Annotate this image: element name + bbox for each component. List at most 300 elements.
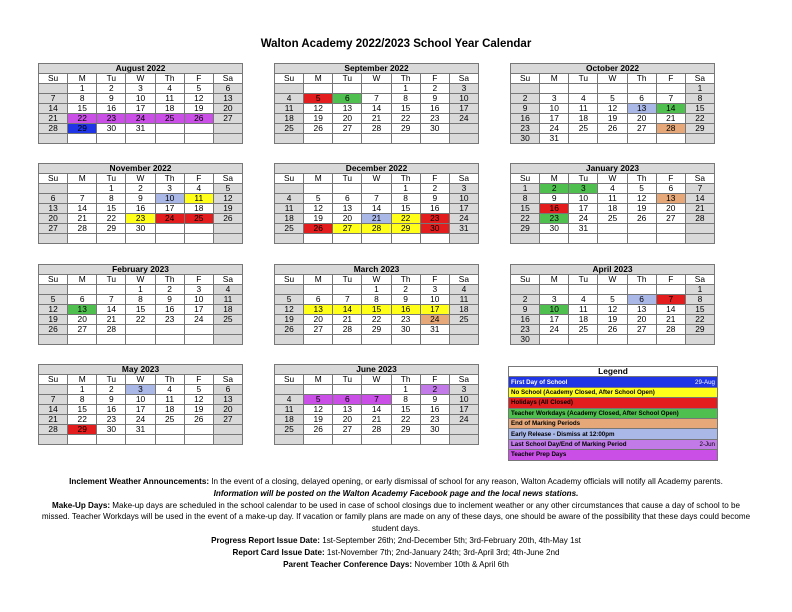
weekday-header: Th [627, 174, 656, 184]
day-cell: 13 [656, 194, 685, 204]
day-cell: 11 [275, 405, 304, 415]
day-cell: 6 [68, 295, 97, 305]
day-cell [627, 285, 656, 295]
conference-note [40, 559, 752, 571]
day-cell [184, 234, 213, 244]
day-cell: 6 [213, 84, 242, 94]
day-cell: 30 [391, 325, 420, 335]
day-cell: 17 [184, 305, 213, 315]
day-cell: 14 [656, 104, 685, 114]
day-cell: 6 [333, 395, 362, 405]
day-cell [598, 224, 627, 234]
weekday-header: W [362, 375, 391, 385]
day-cell: 16 [511, 315, 540, 325]
day-cell: 9 [97, 395, 126, 405]
month-name: February 2023 [39, 265, 243, 275]
day-cell [333, 84, 362, 94]
day-cell: 25 [275, 224, 304, 234]
day-cell: 9 [391, 295, 420, 305]
weekday-header: Th [155, 375, 184, 385]
day-cell: 4 [598, 184, 627, 194]
day-cell: 1 [68, 84, 97, 94]
day-cell: 7 [685, 184, 714, 194]
day-cell: 15 [362, 305, 391, 315]
day-cell [569, 84, 598, 94]
day-cell: 27 [39, 224, 68, 234]
day-cell: 19 [275, 315, 304, 325]
weekday-header: Su [511, 174, 540, 184]
day-cell: 13 [304, 305, 333, 315]
day-cell: 10 [449, 94, 478, 104]
day-cell: 2 [97, 385, 126, 395]
day-cell: 21 [333, 315, 362, 325]
day-cell: 15 [685, 305, 714, 315]
day-cell [97, 435, 126, 445]
day-cell: 28 [362, 224, 391, 234]
day-cell [569, 285, 598, 295]
weekday-header: F [184, 174, 213, 184]
day-cell: 3 [569, 184, 598, 194]
day-cell [304, 385, 333, 395]
weekday-header: F [184, 74, 213, 84]
day-cell [275, 234, 304, 244]
month-calendar [38, 163, 243, 244]
day-cell: 17 [569, 204, 598, 214]
day-cell: 17 [420, 305, 449, 315]
weekday-header: M [540, 174, 569, 184]
day-cell: 31 [126, 425, 155, 435]
day-cell: 11 [569, 104, 598, 114]
day-cell: 4 [155, 84, 184, 94]
inclement-text: In the event of a closing, delayed opening, or early dismissal of school for any reason, Walton Academy officials will notify all Academy parents. [209, 477, 723, 486]
day-cell [68, 234, 97, 244]
day-cell: 24 [540, 124, 569, 134]
day-cell: 1 [97, 184, 126, 194]
day-cell: 6 [333, 194, 362, 204]
day-cell: 20 [304, 315, 333, 325]
day-cell: 12 [304, 104, 333, 114]
month-name: May 2023 [39, 365, 243, 375]
day-cell: 11 [213, 295, 242, 305]
day-cell [449, 234, 478, 244]
day-cell: 7 [362, 395, 391, 405]
day-cell [333, 134, 362, 144]
day-cell [184, 435, 213, 445]
day-cell: 26 [304, 425, 333, 435]
day-cell: 24 [449, 214, 478, 224]
day-cell [39, 234, 68, 244]
day-cell: 24 [155, 214, 184, 224]
legend [508, 366, 718, 461]
day-cell [304, 84, 333, 94]
day-cell: 6 [39, 194, 68, 204]
day-cell: 14 [39, 405, 68, 415]
day-cell [68, 335, 97, 345]
legend-item [509, 387, 718, 397]
day-cell: 28 [68, 224, 97, 234]
day-cell [68, 435, 97, 445]
day-cell: 18 [598, 204, 627, 214]
info-line: Information will be posted on the Walton Academy Facebook page and the local news stations. [213, 488, 579, 498]
day-cell: 30 [540, 224, 569, 234]
day-cell [449, 124, 478, 134]
day-cell [685, 335, 714, 345]
day-cell: 4 [275, 94, 304, 104]
weekday-header: Su [511, 275, 540, 285]
weekday-header: Tu [333, 74, 362, 84]
weekday-header: W [126, 174, 155, 184]
day-cell [540, 84, 569, 94]
weekday-header: Sa [449, 375, 478, 385]
day-cell: 16 [420, 204, 449, 214]
month-name: October 2022 [511, 64, 715, 74]
day-cell: 15 [68, 405, 97, 415]
legend-item [509, 418, 718, 428]
day-cell [304, 285, 333, 295]
day-cell: 13 [627, 104, 656, 114]
day-cell: 8 [511, 194, 540, 204]
day-cell [333, 435, 362, 445]
day-cell: 1 [685, 84, 714, 94]
weekday-header: Th [155, 174, 184, 184]
day-cell [656, 335, 685, 345]
day-cell: 26 [213, 214, 242, 224]
day-cell: 21 [656, 114, 685, 124]
day-cell [126, 234, 155, 244]
day-cell [362, 385, 391, 395]
weekday-header: W [362, 275, 391, 285]
day-cell: 23 [420, 214, 449, 224]
day-cell: 24 [540, 325, 569, 335]
day-cell [213, 134, 242, 144]
day-cell: 18 [569, 114, 598, 124]
day-cell [304, 184, 333, 194]
day-cell: 30 [97, 124, 126, 134]
day-cell: 7 [362, 94, 391, 104]
legend-label: No School (Academy Closed, After School Open) [511, 388, 655, 396]
day-cell: 15 [391, 104, 420, 114]
day-cell: 23 [540, 214, 569, 224]
day-cell: 20 [213, 104, 242, 114]
day-cell: 20 [627, 315, 656, 325]
day-cell: 27 [213, 114, 242, 124]
inclement-label: Inclement Weather Announcements: [69, 477, 210, 486]
day-cell [39, 285, 68, 295]
day-cell: 14 [362, 204, 391, 214]
weekday-header: Th [155, 74, 184, 84]
day-cell: 25 [213, 315, 242, 325]
day-cell: 9 [511, 104, 540, 114]
day-cell: 3 [449, 84, 478, 94]
weekday-header: Tu [569, 174, 598, 184]
weekday-header: Su [275, 275, 304, 285]
day-cell [155, 224, 184, 234]
day-cell: 28 [333, 325, 362, 335]
day-cell [511, 84, 540, 94]
day-cell: 5 [184, 84, 213, 94]
day-cell: 5 [275, 295, 304, 305]
month-name: March 2023 [275, 265, 479, 275]
day-cell: 8 [391, 395, 420, 405]
day-cell [627, 335, 656, 345]
legend-label: Holidays (All Closed) [511, 399, 573, 407]
day-cell [39, 84, 68, 94]
day-cell: 3 [420, 285, 449, 295]
legend-item [509, 429, 718, 439]
day-cell: 14 [333, 305, 362, 315]
day-cell: 3 [449, 184, 478, 194]
month-calendar [38, 364, 243, 445]
day-cell: 1 [391, 385, 420, 395]
month-calendar [274, 364, 479, 445]
day-cell [275, 184, 304, 194]
day-cell [213, 224, 242, 234]
day-cell [275, 84, 304, 94]
weekday-header: M [304, 74, 333, 84]
day-cell: 3 [449, 385, 478, 395]
day-cell: 20 [213, 405, 242, 415]
day-cell: 2 [420, 184, 449, 194]
weekday-header: Th [155, 275, 184, 285]
makeup-text: Make-up days are scheduled in the school calendar to be used in case of school closings due to inclement weather or any other circumstances that cause a day of school to be missed. Teacher Workdays will be used in the event of a make-up day. If vacation or family plans are made on any of these days, one should be aware of the possibility that these days could become student days. [41, 500, 751, 534]
progress-label: Progress Report Issue Date: [211, 535, 320, 545]
day-cell [39, 385, 68, 395]
day-cell [511, 285, 540, 295]
weekday-header: Tu [569, 74, 598, 84]
day-cell: 22 [391, 114, 420, 124]
weekday-header: Su [39, 275, 68, 285]
day-cell: 10 [540, 305, 569, 315]
day-cell: 2 [391, 285, 420, 295]
day-cell: 12 [184, 94, 213, 104]
day-cell: 16 [391, 305, 420, 315]
day-cell: 3 [126, 385, 155, 395]
day-cell [39, 335, 68, 345]
day-cell: 5 [39, 295, 68, 305]
day-cell: 17 [126, 104, 155, 114]
day-cell: 5 [304, 194, 333, 204]
day-cell: 28 [39, 425, 68, 435]
day-cell [333, 184, 362, 194]
day-cell: 24 [420, 315, 449, 325]
day-cell [362, 184, 391, 194]
day-cell: 6 [333, 94, 362, 104]
day-cell: 29 [391, 224, 420, 234]
weekday-header: W [598, 74, 627, 84]
day-cell: 18 [213, 305, 242, 315]
day-cell: 21 [362, 214, 391, 224]
day-cell [362, 134, 391, 144]
day-cell: 11 [569, 305, 598, 315]
weekday-header: Su [39, 174, 68, 184]
day-cell: 28 [685, 214, 714, 224]
day-cell: 31 [126, 124, 155, 134]
day-cell: 6 [627, 295, 656, 305]
day-cell: 19 [304, 114, 333, 124]
day-cell: 7 [333, 295, 362, 305]
day-cell [155, 325, 184, 335]
day-cell: 31 [540, 134, 569, 144]
weekday-header: F [420, 174, 449, 184]
day-cell: 9 [97, 94, 126, 104]
day-cell [304, 234, 333, 244]
day-cell [420, 234, 449, 244]
day-cell: 25 [449, 315, 478, 325]
day-cell: 22 [68, 415, 97, 425]
day-cell: 8 [391, 194, 420, 204]
day-cell: 29 [97, 224, 126, 234]
day-cell: 16 [97, 104, 126, 114]
day-cell: 20 [333, 415, 362, 425]
legend-label: End of Marking Periods [511, 420, 581, 428]
day-cell [184, 224, 213, 234]
day-cell: 2 [540, 184, 569, 194]
day-cell: 30 [511, 134, 540, 144]
day-cell [627, 234, 656, 244]
day-cell [213, 435, 242, 445]
day-cell: 23 [97, 415, 126, 425]
day-cell: 17 [540, 114, 569, 124]
day-cell: 17 [540, 315, 569, 325]
day-cell: 20 [333, 114, 362, 124]
report-card-note [40, 547, 752, 559]
weekday-header: M [304, 174, 333, 184]
day-cell: 9 [420, 194, 449, 204]
weekday-header: W [126, 375, 155, 385]
day-cell: 7 [97, 295, 126, 305]
month-name: April 2023 [511, 265, 715, 275]
legend-date: 2-Jun [699, 440, 715, 448]
day-cell: 14 [68, 204, 97, 214]
day-cell [126, 435, 155, 445]
day-cell [391, 435, 420, 445]
weekday-header: F [420, 74, 449, 84]
day-cell [656, 285, 685, 295]
day-cell [39, 435, 68, 445]
inclement-weather-note [40, 476, 752, 488]
day-cell: 29 [391, 124, 420, 134]
weekday-header: Th [391, 275, 420, 285]
month-name: January 2023 [511, 164, 715, 174]
day-cell: 7 [68, 194, 97, 204]
day-cell: 31 [449, 224, 478, 234]
day-cell [184, 325, 213, 335]
weekday-header: Th [391, 375, 420, 385]
day-cell: 6 [627, 94, 656, 104]
report-label: Report Card Issue Date: [232, 547, 325, 557]
day-cell: 26 [39, 325, 68, 335]
day-cell [391, 234, 420, 244]
weekday-header: M [68, 74, 97, 84]
weekday-header: M [540, 74, 569, 84]
day-cell: 1 [362, 285, 391, 295]
day-cell [213, 234, 242, 244]
day-cell: 24 [449, 415, 478, 425]
month-calendar [510, 264, 715, 345]
weekday-header: W [598, 174, 627, 184]
day-cell: 15 [391, 405, 420, 415]
day-cell: 30 [511, 335, 540, 345]
legend-label: First Day of School [511, 378, 568, 386]
day-cell: 4 [569, 295, 598, 305]
day-cell: 25 [155, 415, 184, 425]
day-cell: 23 [420, 415, 449, 425]
day-cell: 8 [391, 94, 420, 104]
day-cell: 22 [97, 214, 126, 224]
progress-report-note [40, 535, 752, 547]
legend-label: Early Release - Dismiss at 12:00pm [511, 430, 615, 438]
weekday-header: Th [627, 74, 656, 84]
legend-item [509, 408, 718, 418]
day-cell: 18 [184, 204, 213, 214]
day-cell: 28 [656, 124, 685, 134]
day-cell: 11 [598, 194, 627, 204]
day-cell: 2 [420, 385, 449, 395]
day-cell: 26 [598, 124, 627, 134]
day-cell: 28 [362, 425, 391, 435]
legend-item [509, 398, 718, 408]
day-cell: 3 [540, 295, 569, 305]
day-cell: 1 [68, 385, 97, 395]
day-cell [449, 134, 478, 144]
day-cell: 19 [184, 405, 213, 415]
day-cell: 8 [362, 295, 391, 305]
day-cell [97, 335, 126, 345]
day-cell [333, 285, 362, 295]
day-cell: 11 [275, 204, 304, 214]
day-cell: 16 [155, 305, 184, 315]
weekday-header: F [656, 74, 685, 84]
weekday-header: Sa [213, 375, 242, 385]
weekday-header: Su [275, 174, 304, 184]
day-cell: 30 [97, 425, 126, 435]
weekday-header: Sa [449, 174, 478, 184]
day-cell: 3 [540, 94, 569, 104]
day-cell: 27 [68, 325, 97, 335]
day-cell [685, 234, 714, 244]
day-cell: 28 [362, 124, 391, 134]
weekday-header: Tu [97, 74, 126, 84]
day-cell [656, 234, 685, 244]
day-cell: 29 [391, 425, 420, 435]
day-cell: 4 [275, 194, 304, 204]
weekday-header: F [184, 375, 213, 385]
weekday-header: M [68, 275, 97, 285]
day-cell: 13 [333, 405, 362, 415]
day-cell: 21 [362, 415, 391, 425]
day-cell: 22 [685, 315, 714, 325]
day-cell: 16 [511, 114, 540, 124]
day-cell: 2 [511, 295, 540, 305]
day-cell [213, 325, 242, 335]
weekday-header: W [362, 74, 391, 84]
day-cell: 11 [184, 194, 213, 204]
day-cell: 17 [126, 405, 155, 415]
day-cell: 26 [184, 114, 213, 124]
day-cell [213, 335, 242, 345]
day-cell: 12 [598, 305, 627, 315]
day-cell: 8 [126, 295, 155, 305]
day-cell: 3 [184, 285, 213, 295]
weekday-header: W [126, 74, 155, 84]
day-cell: 25 [275, 124, 304, 134]
day-cell [569, 234, 598, 244]
day-cell: 10 [155, 194, 184, 204]
day-cell: 13 [333, 204, 362, 214]
day-cell: 5 [304, 395, 333, 405]
day-cell: 27 [333, 224, 362, 234]
day-cell: 10 [184, 295, 213, 305]
